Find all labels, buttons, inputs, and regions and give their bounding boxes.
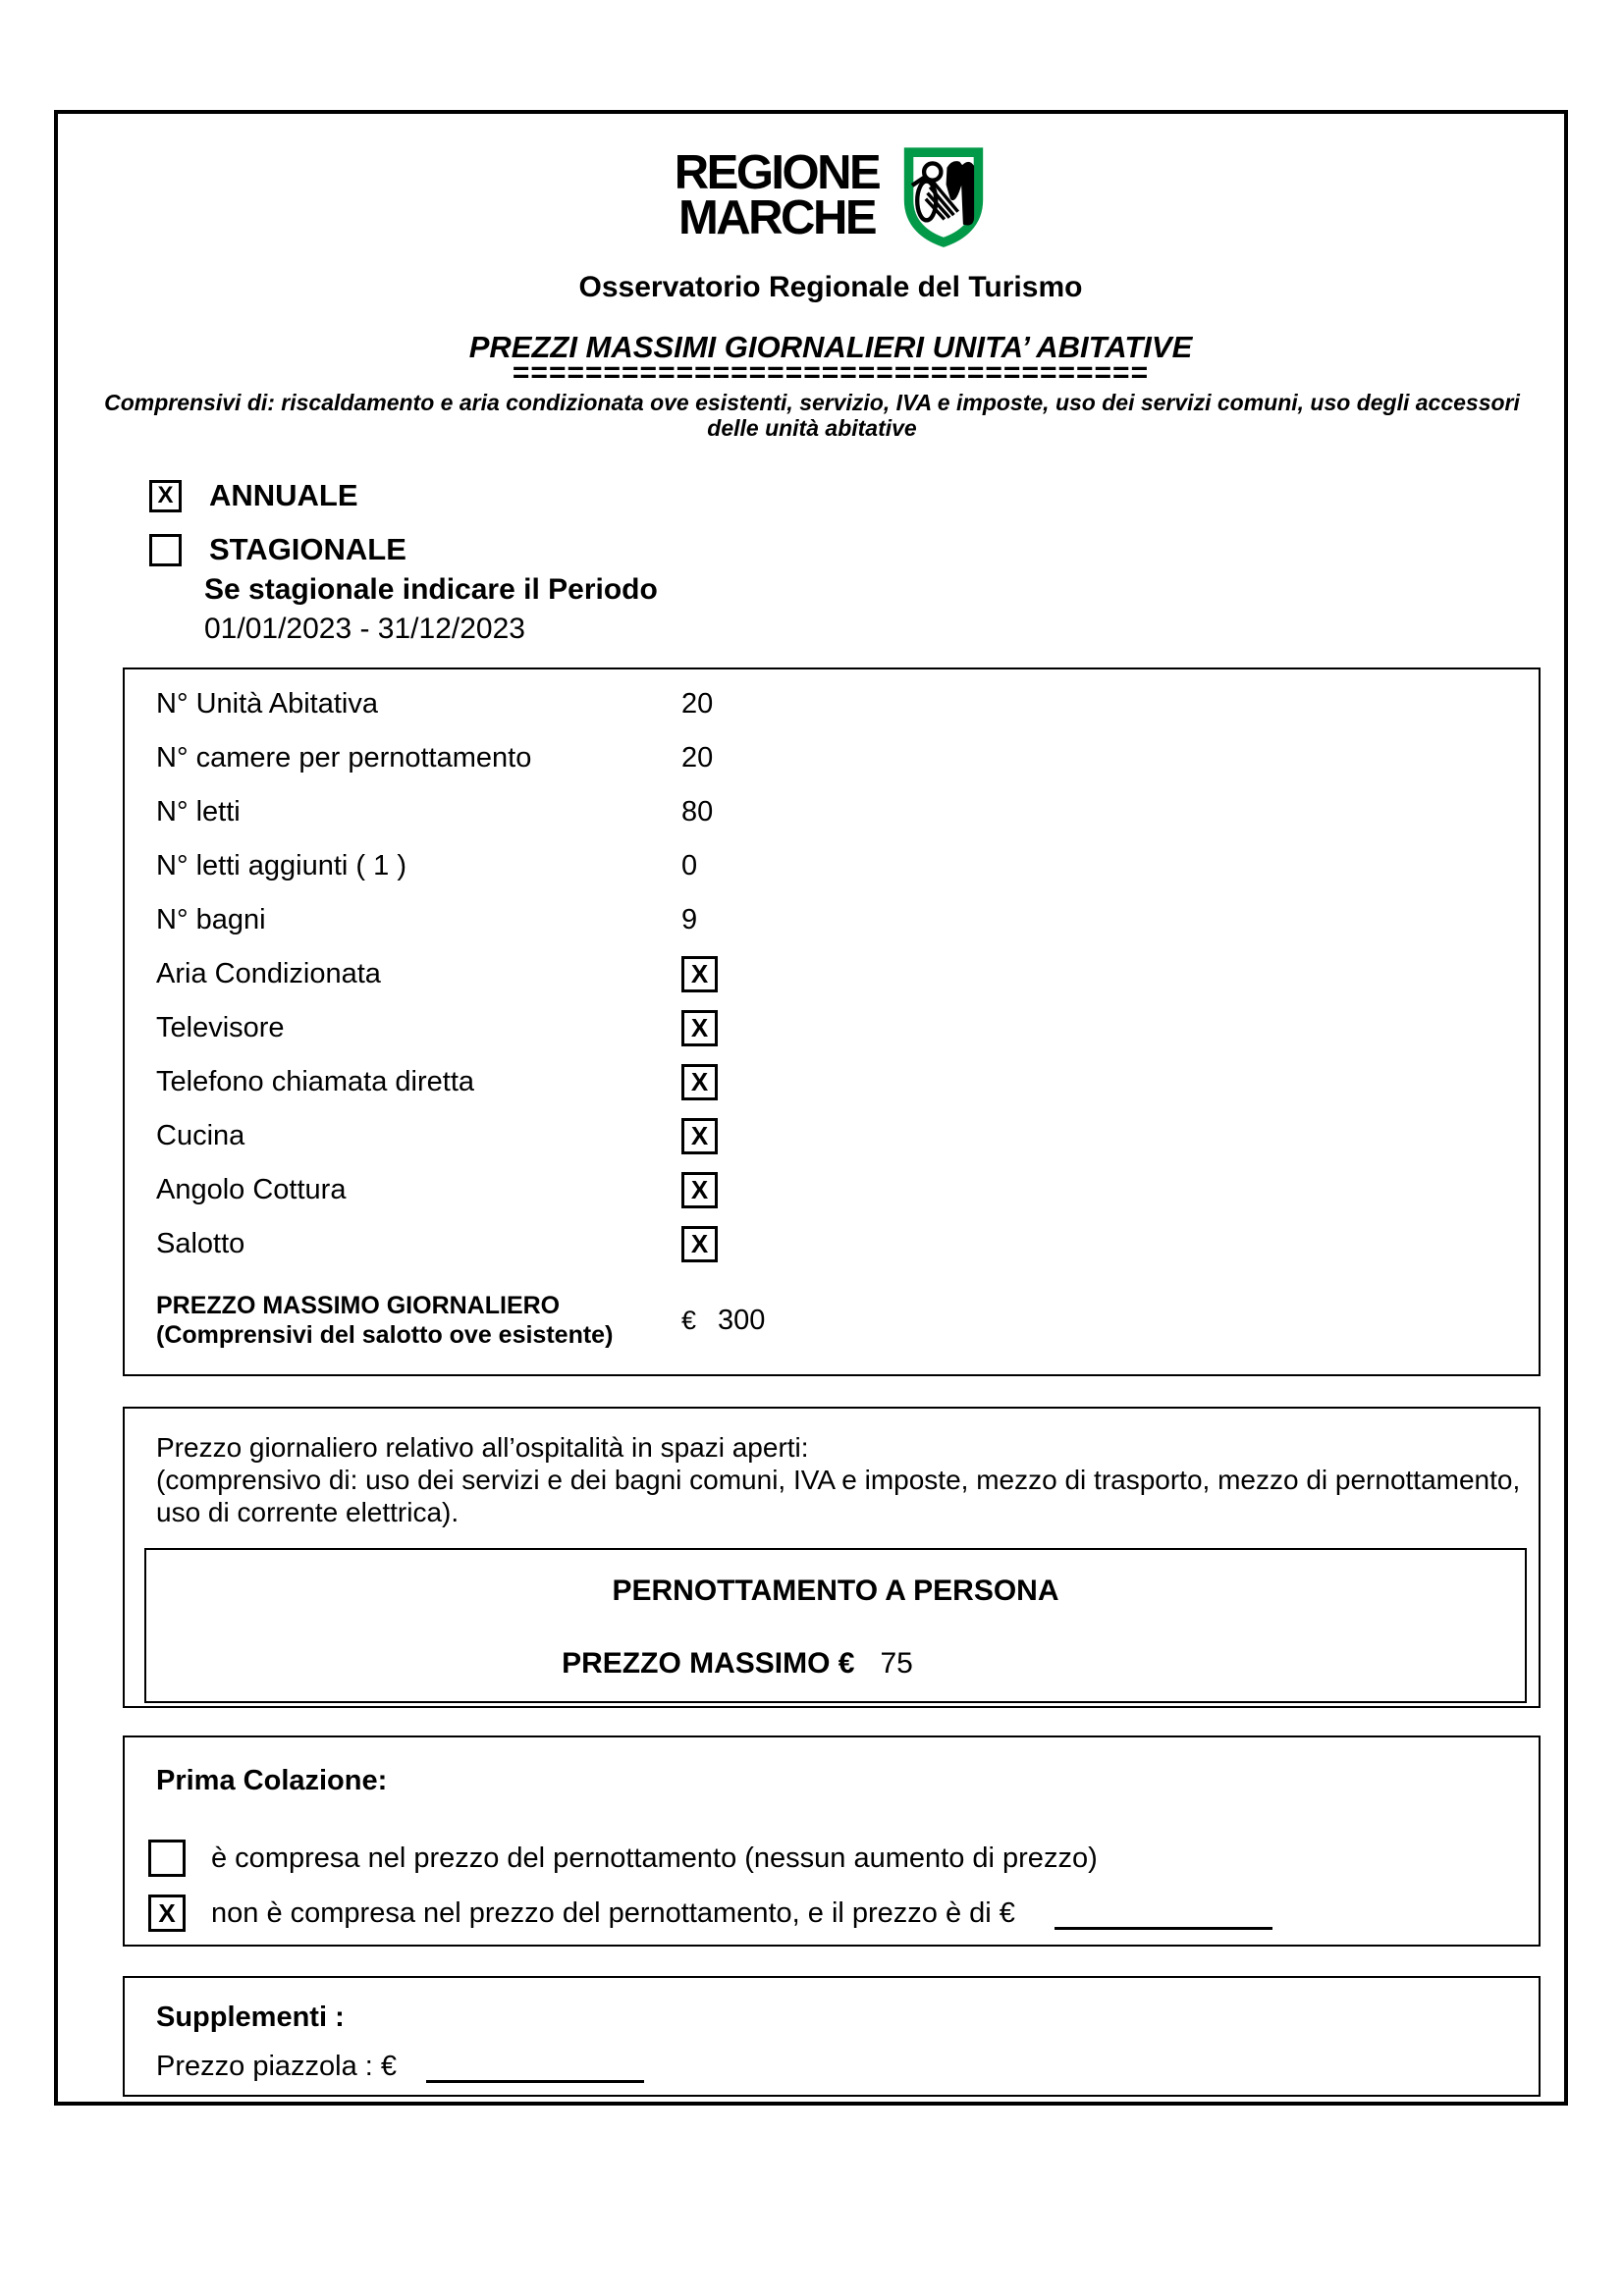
table-row [156, 1055, 1539, 1109]
row-value: 20 [681, 688, 714, 720]
brand-wordmark [674, 146, 880, 244]
max-price-amount: 300 [718, 1304, 766, 1336]
breakfast-not-included-label: non è compresa nel prezzo del pernottamento, e il prezzo è di € [211, 1896, 1015, 1929]
seasonal-option-row [149, 532, 406, 567]
supplements-title: Supplementi : [156, 2002, 345, 2033]
open-space-intro: Prezzo giornaliero relativo all’ospitalità in spazi aperti: [156, 1432, 809, 1463]
checkbox-cucina[interactable]: X [681, 1118, 718, 1154]
max-price-label-line2: (Comprensivi del salotto ove esistente) [156, 1321, 614, 1349]
pitch-price-blank-field[interactable] [426, 2051, 644, 2083]
open-space-paragraph [156, 1432, 1531, 1528]
pernottamento-price-label: PREZZO MASSIMO € [562, 1647, 855, 1680]
checkbox-colazione-non-compresa[interactable]: X [148, 1895, 186, 1932]
table-row [156, 893, 1539, 947]
marche-shield-icon [900, 147, 987, 247]
row-label: Cucina [156, 1120, 245, 1151]
max-price-label-line1: PREZZO MASSIMO GIORNALIERO [156, 1292, 561, 1319]
pernottamento-price-value: 75 [880, 1647, 913, 1680]
table-row [156, 677, 1539, 731]
checkbox-telefono[interactable]: X [681, 1064, 718, 1100]
table-row [156, 785, 1539, 839]
table-row [156, 947, 1539, 1001]
brand-line1: REGIONE [674, 146, 880, 199]
document-title: PREZZI MASSIMI GIORNALIERI UNITA’ ABITATIVE [468, 330, 1193, 364]
pernottamento-box [144, 1548, 1527, 1703]
checkbox-annuale[interactable]: X [149, 480, 182, 512]
row-value: 9 [681, 904, 698, 935]
pitch-price-row [156, 2051, 644, 2083]
pernottamento-price-line [48, 1647, 1427, 1681]
table-row [156, 839, 1539, 893]
max-daily-price-row [156, 1291, 1539, 1350]
unit-table-box [123, 667, 1541, 1376]
row-label: N° Unità Abitativa [156, 688, 378, 720]
table-row [156, 1001, 1539, 1055]
breakfast-option-included [148, 1840, 1098, 1877]
row-value: 20 [681, 742, 714, 774]
annual-option-row [149, 478, 358, 513]
annuale-label: ANNUALE [209, 478, 358, 512]
open-space-box [123, 1407, 1541, 1708]
checkbox-colazione-compresa[interactable] [148, 1840, 186, 1877]
row-value: 80 [681, 796, 714, 828]
max-price-value [681, 1305, 765, 1337]
checkbox-televisore[interactable]: X [681, 1010, 718, 1046]
row-label: Aria Condizionata [156, 958, 381, 989]
row-label: N° bagni [156, 904, 266, 935]
row-label: Angolo Cottura [156, 1174, 347, 1205]
row-value: 0 [681, 850, 698, 881]
table-row [156, 731, 1539, 785]
regione-marche-logo [74, 147, 1588, 247]
table-row [156, 1163, 1539, 1217]
checkbox-salotto[interactable]: X [681, 1226, 718, 1262]
stagionale-label: STAGIONALE [209, 532, 406, 566]
checkbox-stagionale[interactable] [149, 534, 182, 566]
checkbox-angolo-cottura[interactable]: X [681, 1172, 718, 1208]
supplements-box [123, 1976, 1541, 2097]
breakfast-title: Prima Colazione: [156, 1765, 388, 1796]
row-label: N° camere per pernottamento [156, 742, 532, 774]
pernottamento-title: PERNOTTAMENTO A PERSONA [612, 1575, 1059, 1607]
document-description: Comprensivi di: riscaldamento e aria condizionata ove esistenti, servizio, IVA e imposte, uso dei servizi comuni, uso degli accessori delle unità abitative [104, 390, 1520, 442]
table-row [156, 1217, 1539, 1271]
checkbox-aria-condizionata[interactable]: X [681, 956, 718, 992]
title-rule: =================================== [512, 356, 1150, 389]
max-price-label [156, 1291, 681, 1350]
open-space-details: (comprensivo di: uso dei servizi e dei bagni comuni, IVA e imposte, mezzo di trasporto, mezzo di pernottamento, uso di corrente elettrica). [156, 1464, 1521, 1527]
breakfast-price-blank-field[interactable] [1055, 1897, 1272, 1930]
period-date-range: 01/01/2023 - 31/12/2023 [204, 613, 525, 645]
pitch-price-label: Prezzo piazzola : € [156, 2051, 398, 2082]
row-label: Salotto [156, 1228, 245, 1259]
breakfast-box [123, 1735, 1541, 1947]
brand-line2: MARCHE [677, 190, 876, 244]
row-label: N° letti aggiunti ( 1 ) [156, 850, 406, 881]
org-subtitle: Osservatorio Regionale del Turismo [578, 271, 1083, 303]
euro-symbol: € [681, 1305, 697, 1335]
breakfast-included-label: è compresa nel prezzo del pernottamento (nessun aumento di prezzo) [211, 1842, 1098, 1874]
row-label: Telefono chiamata diretta [156, 1066, 475, 1097]
row-label: Televisore [156, 1012, 285, 1043]
seasonal-note: Se stagionale indicare il Periodo [204, 573, 658, 606]
breakfast-option-not-included [148, 1895, 1272, 1932]
row-label: N° letti [156, 796, 241, 828]
table-row [156, 1109, 1539, 1163]
